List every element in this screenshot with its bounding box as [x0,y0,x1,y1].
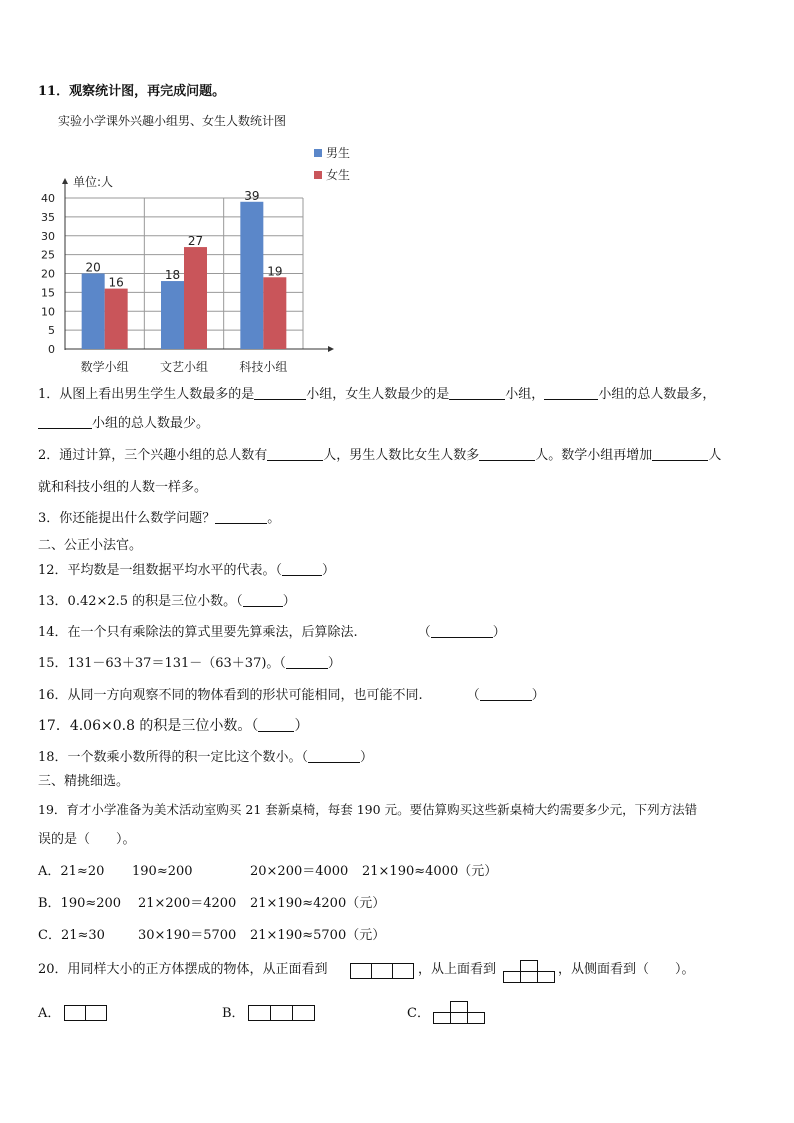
y-tick-label: 25 [41,248,55,262]
option-b-step1: B．190≈200 [38,896,122,911]
q11-3 [38,510,280,528]
data-label: 16 [108,275,124,290]
answer-blank[interactable] [308,749,360,763]
q17 [38,717,308,735]
q19-text-a: 19．育才小学准备为美术活动室购买 21 套新桌椅，每套 190 元。要估算购买这些新桌椅大约需要多少元，下列方法错 [38,802,698,817]
q18-text: 18．一个数乘小数所得的积一定比这个数小。（ [38,750,309,765]
q12 [38,562,335,580]
y-tick-label: 35 [41,210,55,224]
y-axis-arrow [62,178,68,184]
q12-text: 12．平均数是一组数据平均水平的代表。（ [38,563,283,578]
category-label: 科技小组 [239,360,288,374]
q11-3-end: 。 [267,511,281,526]
y-tick-label: 15 [41,286,55,300]
q20-option-b-figure[interactable] [248,1005,316,1021]
q20-text-b: ，从上面看到 [418,962,497,977]
bar-boys [161,281,184,349]
legend-swatch [314,171,322,179]
q20-option-c-figure[interactable] [433,1001,485,1025]
unit-label: 单位:人 [73,175,114,189]
data-label: 19 [267,264,283,279]
blank[interactable] [479,447,535,461]
data-label: 27 [187,234,204,249]
blank[interactable] [652,447,708,461]
category-label: 数学小组 [80,360,129,374]
close-paren: ） [322,563,336,578]
bar-boys [240,202,263,349]
q19-text-b: 误的是（ ）。 [38,832,136,847]
close-paren: ） [282,594,296,609]
open-paren: （ [417,625,431,640]
option-b-step3: 21×190≈4200（元） [250,896,386,911]
q11-2-text-a: 2．通过计算，三个兴趣小组的总人数有 [38,448,268,463]
option-b-step2: 21×200＝4200 [138,896,237,911]
y-tick-label: 20 [41,267,55,281]
q11-2-text-b: 人，男生人数比女生人数多 [323,448,480,463]
bar-chart-svg [30,140,360,380]
q16-text: 16．从同一方向观察不同的物体看到的形状可能相同，也可能不同. [38,688,423,703]
y-tick-label: 0 [48,343,55,356]
blank[interactable] [267,447,323,461]
close-paren: ） [360,750,374,765]
blank[interactable] [449,386,505,400]
q11-2 [38,447,721,465]
blank[interactable] [544,386,598,400]
option-c-step3: 21×190≈5700（元） [250,928,386,943]
bar-girls [184,247,207,349]
close-paren: ） [327,656,341,671]
q11-2-text-d: 人 [708,448,722,463]
q20-option-c-label[interactable]: C． [407,1006,430,1021]
data-label: 18 [164,268,181,283]
bar-girls [105,289,128,349]
bar-boys [82,274,105,350]
q11-1-text-b: 小组，女生人数最少的是 [306,387,450,402]
option-a-step2: 190≈200 [132,864,193,879]
bar-chart [30,140,360,380]
q11-1-text-d: 小组的总人数最多， [598,387,716,402]
q11-1-text-e: 小组的总人数最少。 [92,416,210,431]
q13 [38,593,296,611]
y-tick-label: 40 [41,192,55,205]
option-c-step1: C．21≈30 [38,928,105,943]
q13-text: 13．0.42×2.5 的积是三位小数。（ [38,594,243,609]
q20-text: 20．用同样大小的正方体摆成的物体，从正面看到 [38,962,328,977]
q14 [38,624,506,642]
answer-blank[interactable] [431,624,493,638]
q14-text: 14．在一个只有乘除法的算式里要先算乘法，后算除法. [38,625,358,640]
answer-blank[interactable] [286,655,328,669]
q17-text: 17．4.06×0.8 的积是三位小数。（ [38,718,259,734]
q18 [38,749,373,767]
front-view-figure [350,963,416,979]
q11-1-text-a: 1．从图上看出男生学生人数最多的是 [38,387,255,402]
q20-option-a-label[interactable]: A． [38,1006,61,1021]
q11-heading: 11．观察统计图，再完成问题。 [38,84,226,99]
q16 [38,687,545,705]
close-paren: ） [294,718,309,734]
open-paren: （ [466,688,480,703]
answer-blank[interactable] [258,718,294,732]
legend-label: 女生 [326,168,351,182]
blank[interactable] [38,415,92,429]
option-c-step2: 30×190＝5700 [138,928,237,943]
data-label: 20 [85,260,101,275]
top-view-figure [503,960,555,984]
q15 [38,655,341,673]
blank[interactable] [254,386,306,400]
q20-text-c: ，从侧面看到（ ）。 [558,962,695,977]
x-axis-arrow [328,346,334,352]
q19-option-c[interactable] [38,927,385,945]
q11-2-cont: 就和科技小组的人数一样多。 [38,480,208,495]
section2-heading: 二、公正小法官。 [38,538,143,553]
q11-2-text-c: 人。数学小组再增加 [535,448,653,463]
q19-option-a[interactable] [38,863,497,881]
q19-option-b[interactable] [38,895,385,913]
legend-swatch [314,149,322,157]
answer-blank[interactable] [243,593,283,607]
section3-heading: 三、精挑细选。 [38,774,130,789]
y-tick-label: 5 [48,324,55,338]
option-a-step3: 20×200＝4000 [250,864,349,879]
chart-title: 实验小学课外兴趣小组男、女生人数统计图 [58,114,287,128]
category-label: 文艺小组 [159,360,209,374]
option-a-step4: 21×190≈4000（元） [362,864,498,879]
q11-1-text-c: 小组， [505,387,545,402]
answer-blank[interactable] [480,687,532,701]
legend-label: 男生 [326,146,351,160]
q11-1-cont [38,415,209,433]
close-paren: ） [492,625,506,640]
bar-girls [263,277,286,349]
q20-option-a-figure[interactable] [64,1005,110,1021]
q11-1 [38,386,715,404]
data-label: 39 [244,188,260,203]
blank[interactable] [215,510,267,524]
answer-blank[interactable] [282,562,322,576]
y-tick-label: 30 [41,229,55,243]
q15-text: 15．131－63＋37＝131－（63＋37)。（ [38,656,286,671]
y-tick-label: 10 [41,305,55,319]
q20-option-b-label[interactable]: B． [222,1006,245,1021]
close-paren: ） [531,688,545,703]
q11-3-text: 3．你还能提出什么数学问题？ [38,511,216,526]
option-a-step1: A．21≈20 [38,864,105,879]
